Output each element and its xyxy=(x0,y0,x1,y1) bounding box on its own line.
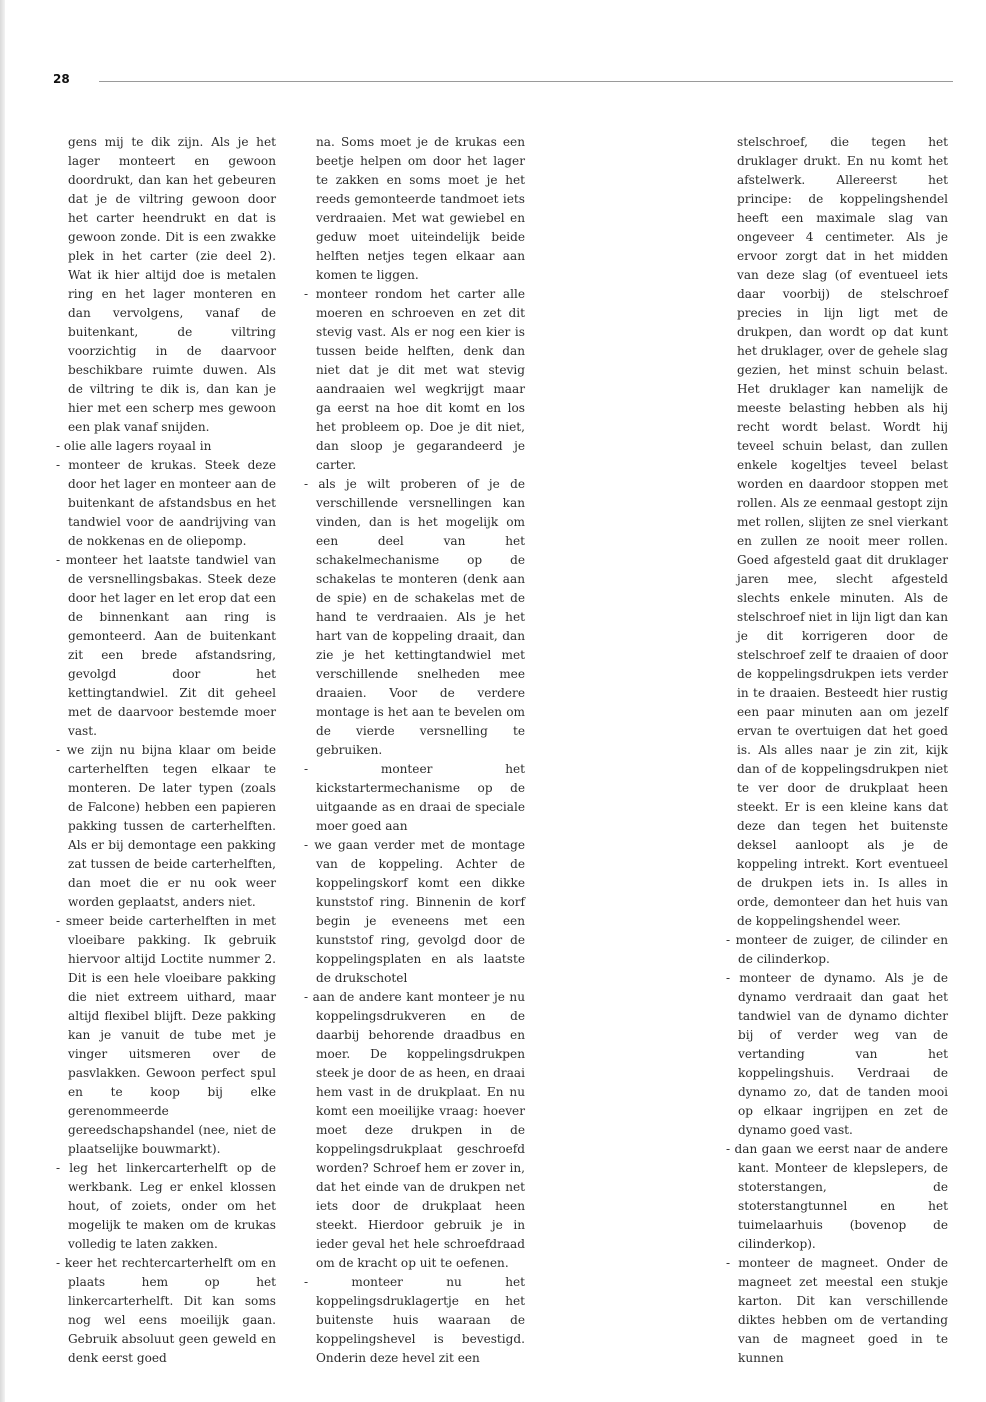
list-item: - aan de andere kant monteer je nu koppelingsdrukveren en de daarbij behorende draadbus en moer. De koppelingsdrukpen steek je door de as heen, en draai hem vast in de drukplaat. En nu komt een moeilijke vraag: hoever moet deze drukpen in de koppelingsdrukplaat geschroefd worden? Schroef hem er zover in, dat het einde van de drukpen net iets door de drukplaat heen steekt. Hierdoor gebruik je in ieder geval het hele schroefdraad om de kracht op uit te oefenen. xyxy=(304,990,525,1270)
list-item: - monteer de zuiger, de cilinder en de cilinderkop. xyxy=(726,933,948,966)
list-item: - olie alle lagers royaal in xyxy=(56,439,212,453)
list-item: - monteer nu het koppelingsdruklagertje en het buitenste huis waaraan de koppelingshevel is bevestigd. Onderin deze hevel zit een xyxy=(304,1275,525,1365)
text-column-3 xyxy=(722,133,948,1365)
list-item: - dan gaan we eerst naar de andere kant. Monteer de klepslepers, de stoterstangen, de stoterstangtunnel en het tuimelaarhuis (bovenop de cilinderkop). xyxy=(726,1142,948,1251)
text-column-1 xyxy=(53,133,276,1365)
paragraph: gens mij te dik zijn. Als je het lager monteert en gewoon doordrukt, dan kan het gebeuren dat je de viltring gewoon door het carter heendrukt en dat is gewoon zonde. Dit is een zwakke plek in het carter (zie deel 2). Wat ik hier altijd doe is metalen ring en het lager monteren en dan vervolgens, vanaf de buitenkant, de viltring voorzichtig in de daarvoor beschikbare ruimte duwen. Als de viltring te dik is, dan kan je hier met een scherp mes gewoon een plak vanaf snijden. xyxy=(68,135,276,434)
page-number: 28 xyxy=(53,72,70,86)
list-item: - smeer beide carterhelften in met vloeibare pakking. Ik gebruik hiervoor altijd Loctite nummer 2. Dit is een hele vloeibare pakking die niet extreem uithard, maar altijd flexibel blijft. Deze pakking kan je vanuit de tube met je vinger uitsmeren over de pasvlakken. Gewoon perfect spul en te koop bij elke gerenommeerde gereedschapshandel (nee, niet de plaatselijke bouwmarkt). xyxy=(56,914,276,1156)
list-item: - leg het linkercarterhelft op de werkbank. Leg er enkel klossen hout, of zoiets, onder om het mogelijk te maken om de krukas volledig te laten zakken. xyxy=(56,1161,276,1251)
page-header xyxy=(53,72,953,92)
page-left-edge-shadow xyxy=(0,0,5,1402)
list-item: - keer het rechtercarterhelft om en plaats hem op het linkercarterhelft. Dit kan soms nog wel eens moeilijk gaan. Gebruik absoluut geen geweld en denk eerst goed xyxy=(56,1256,276,1365)
list-item: - als je wilt proberen of je de verschillende versnellingen kan vinden, dan is het mogelijk om een deel van het schakelmechanisme op de schakelas te monteren (denk aan de spie) en de schakelas met de hand te verdraaien. Als je het hart van de koppeling draait, dan zie je het kettingtandwiel met verschillende snelheden mee draaien. Voor de verdere montage is het aan te bevelen om de vierde versnelling te gebruiken. xyxy=(304,477,525,757)
list-item: - monteer rondom het carter alle moeren en schroeven en zet dit stevig vast. Als er nog een kier is tussen beide helften, denk dan niet dat je dit met wat stevig aandraaien wel wegkrijgt maar ga eerst na hoe dit komt en los het probleem op. Doe je dit niet, dan sloop je gegarandeerd je carter. xyxy=(304,287,525,472)
list-item: - monteer de dynamo. Als je de dynamo verdraait dan gaat het tandwiel van de dynamo dichter bij of verder weg van de vertanding van het koppelingshuis. Verdraai de dynamo zo, dat de tanden mooi op elkaar ingrijpen en zet de dynamo goed vast. xyxy=(726,971,948,1137)
text-column-2 xyxy=(301,133,525,1365)
header-rule xyxy=(99,81,953,82)
paragraph: stelschroef, die tegen het druklager drukt. En nu komt het afstelwerk. Allereerst het principe: de koppelingshendel heeft een maximale slag van ongeveer 4 centimeter. Als je ervoor zorgt dat in het midden van deze slag (of eventueel iets daar voorbij) de stelschroef precies in lijn ligt met de drukpen, dan wordt op dat kunt het druklager, over de gehele slag gezien, het minst schuin belast. Het druklager kan namelijk de meeste belasting hebben als hij recht wordt belast. Wordt hij teveel schuin belast, dan zullen enkele kogeltjes teveel belast worden en daardoor stoppen met rollen. Als ze eenmaal gestopt zijn met rollen, slijten ze snel vierkant en zullen ze nooit meer rollen. Goed afgesteld gaat dit druklager jaren mee, slecht afgesteld slechts enkele minuten. Als de stelschroef niet in lijn ligt dan kan je dit korrigeren door de stelschroef zelf te draaien of door de koppelingsdrukpen iets verder in te draaien. Besteedt hier rustig een paar minuten aan om jezelf ervan te overtuigen dat het goed is. Als alles naar je zin zit, kijk dan of de koppelingsdrukpen niet te ver door de drukplaat heen steekt. Er is een kleine kans dat deze dan tegen het buitenste deksel aanloopt als je de koppeling intrekt. Kort eventueel de drukpen iets in. Is alles in orde, demonteer dan het huis van de koppelingshendel weer. xyxy=(737,135,948,928)
list-item: - monteer het kickstartermechanisme op de uitgaande as en draai de speciale moer goed aan xyxy=(304,762,525,833)
list-item: - we gaan verder met de montage van de koppeling. Achter de koppelingskorf komt een dikke kunststof ring. Binnenin de korf begin je eveneens met een kunststof ring, gevolgd door de koppelingsplaten en als laatste de drukschotel xyxy=(304,838,525,985)
list-item: - we zijn nu bijna klaar om beide carterhelften tegen elkaar te monteren. De later typen (zoals de Falcone) hebben een papieren pakking tussen de carterhelften. Als er bij demontage een pakking zat tussen de beide carterhelften, dan moet die er nu ook weer worden geplaatst, anders niet. xyxy=(56,743,276,909)
list-item: - monteer het laatste tandwiel van de versnellingsbakas. Steek deze door het lager en let erop dat een de binnenkant aan ring is gemonteerd. Aan de buitenkant zit een brede afstandsring, gevolgd door het kettingtandwiel. Zit dit geheel met de daarvoor bestemde moer vast. xyxy=(56,553,276,738)
list-item: - monteer de krukas. Steek deze door het lager en monteer aan de buitenkant de afstandsbus en het tandwiel voor de aandrijving van de nokkenas en de oliepomp. xyxy=(56,458,276,548)
list-item: - monteer de magneet. Onder de magneet zet meestal een stukje karton. Dit kan verschillende diktes hebben om de vertanding van de magneet goed in te kunnen xyxy=(726,1256,948,1365)
paragraph: na. Soms moet je de krukas een beetje helpen om door het lager te zakken en soms moet je het reeds gemonteerde tandmoet iets verdraaien. Met wat gewiebel en geduw moet uiteindelijk beide helften netjes tegen elkaar aan komen te liggen. xyxy=(316,135,525,282)
